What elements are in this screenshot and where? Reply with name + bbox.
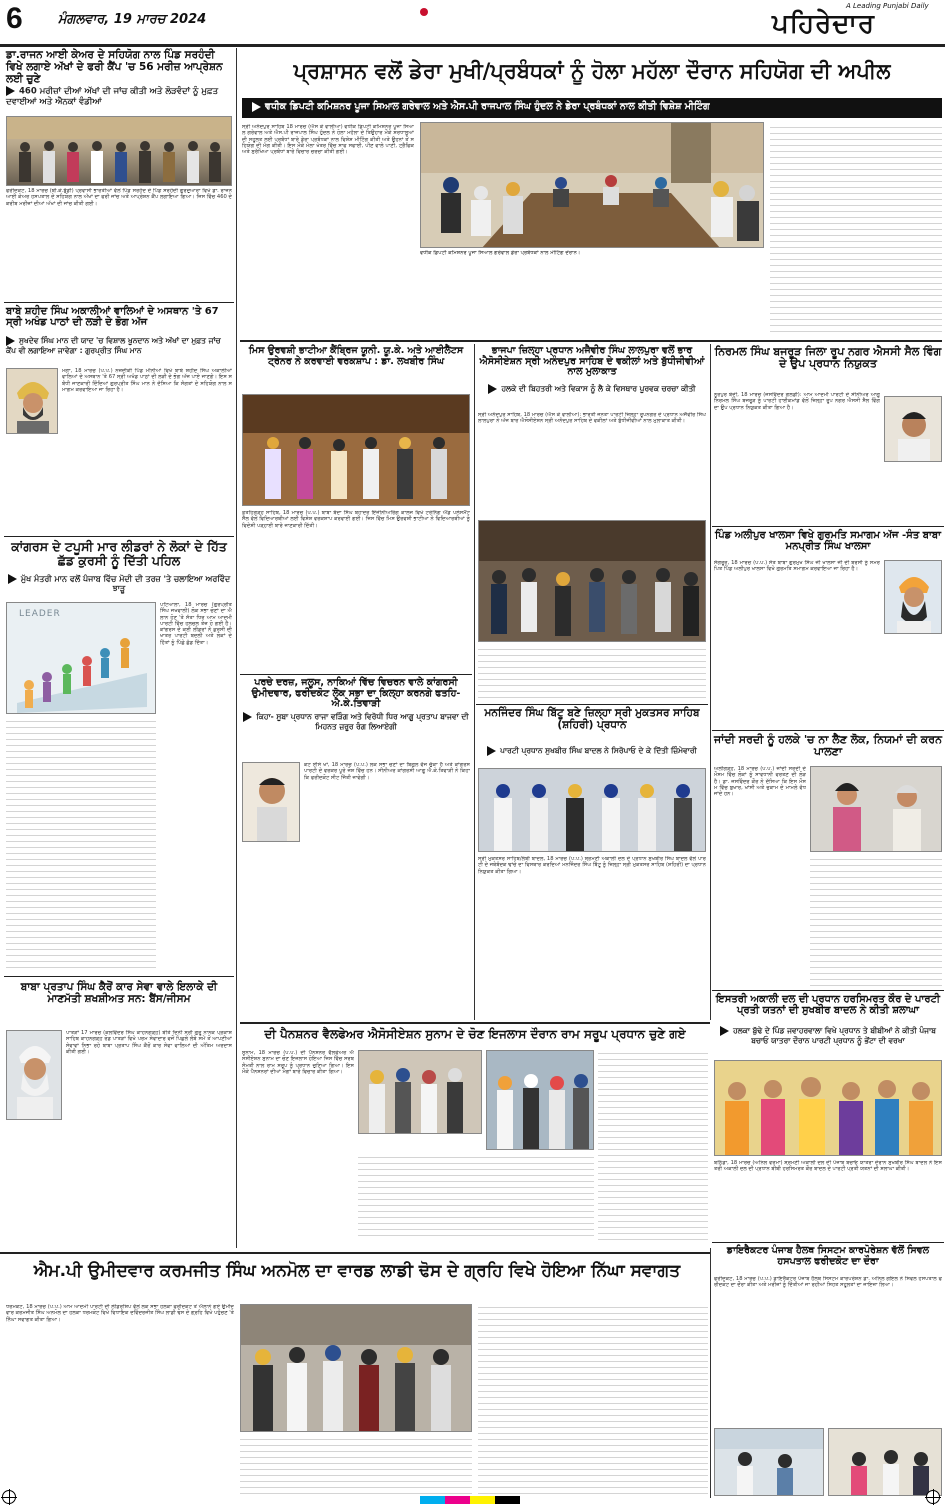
rape-case-subhead-text: ਕਿਹਾ- ਸੂਬਾ ਪ੍ਰਧਾਨ ਰਾਜਾ ਵੜਿੰਗ ਅਤੇ ਵਿਰੋਧੀ ਧਿਰ ਆਗੂ ਪ੍ਰਤਾਪ ਬਾਜਵਾ ਦੀ ਮਿਹਨਤ ਜ਼ਰੂਰ ਰੰਗ ਲਿਆਏਗੀ	[256, 712, 469, 731]
arrow-icon	[488, 384, 497, 394]
baba-partap-portrait	[6, 1030, 62, 1120]
eye-camp-body: ਫਰੀਦਕੋਟ, 18 ਮਾਰਚ (ਬੀ.ਕੇ.ਬੁੱਡੀ) ਪ੍ਰਵਾਸੀ ਭਾਰਤੀਆਂ ਵੱਲੋਂ ਪਿੰਡ ਸਰਹੰਦ ਦੇ ਪਿੰਡ ਸਰਹੰਦੀ ਗੁਰਦੁਆਰਾ ਵਿਖੇ ਡਾ. ਰਾਜਨ ਆਈ ਕੇਅਰ ਹਸਪਤਾਲ ਦੇ ਸਹਿਯੋਗ ਨਾਲ ਅੱਖਾਂ ਦਾ ਫਰੀ ਜਾਂਚ ਅਤੇ ਆਪ੍ਰੇਸ਼ਨ ਕੈਂਪ ਲਗਾਇਆ ਗਿਆ। ਜਿਸ ਵਿੱਚ 460 ਦੇ ਕਰੀਬ ਮਰੀਜ਼ਾਂ ਦੀਆਂ ਅੱਖਾਂ ਦੀ ਜਾਂਚ ਕੀਤੀ ਗਈ।	[6, 188, 232, 207]
health-director-headline: ਡਾਇਰੈਕਟਰ ਪੰਜਾਬ ਹੈਲਥ ਸਿਸਟਮ ਕਾਰਪੋਰੇਸ਼ਨ ਵੱਲੋਂ ਸਿਵਲ ਹਸਪਤਾਲ ਫਰੀਦਕੋਟ ਦਾ ਦੌਰਾ	[726, 1245, 930, 1267]
baba-partap-headline: ਬਾਬਾ ਪ੍ਰਤਾਪ ਸਿੰਘ ਕੈਰੋਂ ਕਾਰ ਸੇਵਾ ਵਾਲੇ ਇਲਾਕੇ ਦੀ ਮਾਣਮੱਤੀ ਸ਼ਖਸ਼ੀਅਤ ਸਨ: ਬੈਂਸ/ਜੀਸਮ	[20, 981, 218, 1005]
masthead	[0, 0, 945, 42]
leader-illustration	[6, 602, 156, 714]
portrait-photo	[6, 368, 58, 434]
ousbrewiz-body: ਫ਼ਤਹਿਗੜ੍ਹ ਸਾਹਿਬ, 18 ਮਾਰਚ (ਪ.ਪ.) ਬਾਬਾ ਬੰਦਾ ਸਿੰਘ ਬਹਾਦਰ ਇੰਜੀਨੀਅਰਿੰਗ ਕਾਲਜ ਵਿਖੇ ਟਰੇਨਿੰਗ ਐਂਡ ਪਲੇਸਮੈਂਟ ਸੈੱਲ ਵੱਲੋਂ ਵਿਦਿਆਰਥੀਆਂ ਲਈ ਵਿਸ਼ੇਸ਼ ਵਰਕਸ਼ਾਪ ਕਰਵਾਈ ਗਈ। ਜਿਸ ਵਿੱਚ ਮਿਸ ਉਰਵਸ਼ੀ ਭਾਟੀਆ ਨੇ ਵਿਦਿਆਰਥੀਆਂ ਨੂੰ ਵਿਦੇਸ਼ੀ ਪੜ੍ਹਾਈ ਬਾਰੇ ਜਾਣਕਾਰੀ ਦਿੱਤੀ।	[242, 510, 470, 529]
gurmat-body: ਸੰਗਰੂਰ, 18 ਮਾਰਚ (ਪ.ਪ.) ਸੰਤ ਬਾਬਾ ਗੁਰਮੁਖ ਸਿੰਘ ਜੀ ਖਾਲਸਾ ਜੀ ਦੀ ਬਰਸੀ ਨੂੰ ਸਮਰਪਿਤ ਪਿੰਡ ਅਲੀਪੁਰ ਖਾਲਸਾ ਵਿਖੇ ਗੁਰਮਤਿ ਸਮਾਗਮ ਕਰਵਾਇਆ ਜਾ ਰਿਹਾ ਹੈ।	[714, 560, 880, 573]
arrow-icon	[243, 712, 252, 722]
baba-shaheed-subhead	[6, 336, 232, 355]
bjp-body: ਸ੍ਰੀ ਅਨੰਦਪੁਰ ਸਾਹਿਬ, 18 ਮਾਰਚ (ਐਸ ਕੇ ਵਾਲੀਆ): ਭਾਰਤੀ ਜਨਤਾ ਪਾਰਟੀ ਜ਼ਿਲ੍ਹਾ ਰੂਪਨਗਰ ਦੇ ਪ੍ਰਧਾਨ ਅਜੈਵੀਰ ਸਿੰਘ ਲਾਲਪੁਰਾ ਨੇ ਅੱਜ ਬਾਰ ਐਸੋਸੀਏਸ਼ਨ ਸ੍ਰੀ ਅਨੰਦਪੁਰ ਸਾਹਿਬ ਦੇ ਵਕੀਲਾਂ ਅਤੇ ਬੁੱਧੀਜੀਵੀਆਂ ਨਾਲ ਮੁਲਾਕਾਤ ਕੀਤੀ।	[478, 412, 706, 425]
bittu-headline: ਮਨਜਿੰਦਰ ਸਿੰਘ ਬਿੱਟੂ ਬਣੇ ਜ਼ਿਲ੍ਹਾ ਸ੍ਰੀ ਮੁਕਤਸਰ ਸਾਹਿਬ (ਸ਼ਹਿਰੀ) ਪ੍ਰਧਾਨ	[484, 707, 700, 731]
rape-case-headline: ਪਰਚੇ ਦਰਜ਼, ਜਲੂਸ, ਨਾਕਿਆਂ ਵਿੱਚ ਵਿਚਰਨ ਵਾਲੇ ਕਾਂਗਰਸੀ ਉਮੀਦਵਾਰ, ਫਰੀਦਕੋਟ ਲੋਕ ਸਭਾ ਦਾ ਕਿਲ੍ਹਾ ਕਰਨਗੇ ਫਤਹਿ-ਐ.ਕੇ.ਤਿਵਾੜੀ	[251, 677, 461, 710]
sardi-headline: ਜਾਂਦੀ ਸਰਦੀ ਨੂੰ ਹਲਕੇ 'ਚ ਨਾ ਲੈਣ ਲੋਕ, ਨਿਯਮਾਂ ਦੀ ਕਰਨ ਪਾਲਣਾ	[714, 733, 942, 759]
paper-logo: ਪਹਿਰੇਦਾਰ	[772, 9, 875, 39]
harsimrat-subhead-text: ਹਲਕਾ ਬੁੱਢੇ ਦੇ ਪਿੰਡ ਜਵਾਹਰਵਾਲਾ ਵਿਖੇ ਪ੍ਰਧਾਨ ਤੇ ਬੀਬੀਆਂ ਨੇ ਕੀਤੀ ਪੰਜਾਬ ਬਚਾਓ ਯਾਤਰਾ ਦੌਰਾਨ ਪਾਰਟੀ ਪ੍ਰਧਾਨ ਨੂੰ ਭੇਂਟਾ ਦੀ ਵਰਖਾ	[733, 1026, 936, 1045]
bjp-body-continued	[478, 646, 706, 702]
congress-subhead-text: ਮੁੱਖ ਮੰਤਰੀ ਮਾਨ ਵਲੋਂ ਪੰਜਾਬ ਵਿੱਚ ਮੋਦੀ ਦੀ ਤਰਜ਼ 'ਤੇ ਚਲਾਇਆ ਅਰਵਿੰਦ ਝਾੜੂ	[20, 574, 231, 594]
bittu-photo	[478, 768, 706, 852]
eye-camp-headline: ਡਾ.ਰਾਜਨ ਆਈ ਕੇਅਰ ਦੇ ਸਹਿਯੋਗ ਨਾਲ ਪਿੰਡ ਸਰਹੰਦੀ ਵਿਖੇ ਲਗਾਏ ਅੱਖਾਂ ਦੇ ਫਰੀ ਕੈਂਪ 'ਚ 56 ਮਰੀਜ਼ ਆਪ੍ਰੇਸ਼ਨ ਲਈ ਚੁਣੇ	[6, 49, 223, 85]
nirmal-body: ਨੂਰਪੁਰ ਬੇਦੀ, 18 ਮਾਰਚ (ਜਸਵਿੰਦਰ ਗੋਲਡੀ): ਆਮ ਆਦਮੀ ਪਾਰਟੀ ਦੇ ਸੀਨੀਅਰ ਆਗੂ ਨਿਰਮਲ ਸਿੰਘ ਬਜਰੂੜ ਨੂੰ ਪਾਰਟੀ ਹਾਈਕਮਾਂਡ ਵੱਲੋਂ ਜ਼ਿਲ੍ਹਾ ਰੂਪ ਨਗਰ ਐਸਸੀ ਸੈਲ ਵਿੰਗ ਦਾ ਉਪ ਪ੍ਰਧਾਨ ਨਿਯੁਕਤ ਕੀਤਾ ਗਿਆ ਹੈ।	[714, 392, 880, 411]
rape-case-body: ਕੋਟ ਈਸੇ ਖਾਂ, 18 ਮਾਰਚ (ਪ.ਪ.) ਲੋਕ ਸਭਾ ਚੋਣਾਂ ਦਾ ਬਿਗੁਲ ਵੱਜ ਚੁੱਕਾ ਹੈ ਅਤੇ ਕਾਂਗਰਸ ਪਾਰਟੀ ਦੇ ਵਰਕਰ ਪੂਰੇ ਜੋਸ਼ ਵਿੱਚ ਹਨ। ਸੀਨੀਅਰ ਕਾਂਗਰਸੀ ਆਗੂ ਐ.ਕੇ.ਤਿਵਾੜੀ ਨੇ ਕਿਹਾ ਕਿ ਫਰੀਦਕੋਟ ਸੀਟ ਜਿੱਤੀ ਜਾਵੇਗੀ।	[304, 762, 470, 781]
lead-meeting-photo	[420, 122, 764, 248]
congress-subhead	[6, 574, 232, 594]
arrow-icon	[8, 574, 17, 584]
masthead-tagline: A Leading Punjabi Daily	[846, 2, 929, 10]
bjp-subhead	[478, 384, 706, 394]
harsimrat-photo	[714, 1060, 942, 1156]
ousbrewiz-headline: ਮਿਸ ਉਰਵਸ਼ੀ ਭਾਟੀਆ ਕੈਂਬ੍ਰਿਜ ਯੂਨੀ. ਯੂ.ਕੇ. ਅਤੇ ਆਈਲੈੱਟਸ ਟ੍ਰੇਨਰ ਨੇ ਕਰਵਾਈ ਵਰਕਸ਼ਾਪ : ਡਾ. ਲਖਬੀਰ ਸਿੰਘ	[248, 345, 464, 367]
lead-headline: ਪ੍ਰਸ਼ਾਸਨ ਵਲੋਂ ਡੇਰਾ ਮੁਖੀ/ਪ੍ਰਬੰਧਕਾਂ ਨੂੰ ਹੋਲਾ ਮਹੱਲਾ ਦੌਰਾਨ ਸਹਿਯੋਗ ਦੀ ਅਪੀਲ	[293, 59, 891, 83]
lead-caption: ਵਧੀਕ ਡਿਪਟੀ ਕਮਿਸ਼ਨਰ ਪੂਜਾ ਸਿਆਲ ਗਰੇਵਾਲ ਡੇਰਾ ਪ੍ਰਬੰਧਕਾਂ ਨਾਲ ਮੀਟਿੰਗ ਦੌਰਾਨ।	[420, 250, 581, 256]
lead-subhead-banner	[242, 98, 942, 118]
nirmal-portrait	[884, 396, 942, 462]
bittu-subhead-text: ਪਾਰਟੀ ਪ੍ਰਧਾਨ ਸੁਖਬੀਰ ਸਿੰਘ ਬਾਦਲ ਨੇ ਸਿਰੋਪਾਓ ਦੇ ਕੇ ਦਿੱਤੀ ਜ਼ਿੰਮੇਵਾਰੀ	[500, 746, 697, 755]
baba-shaheed-headline: ਬਾਬੇ ਸ਼ਹੀਦ ਸਿੰਘ ਅਕਾਲੀਆਂ ਵਾਲਿਆਂ ਦੇ ਅਸਥਾਨ 'ਤੇ 67 ਸ੍ਰੀ ਅਖੰਡ ਪਾਠਾਂ ਦੀ ਲੜੀ ਦੇ ਭੋਗ ਅੱਜ	[6, 306, 219, 329]
bjp-subhead-text: ਹਲਕੇ ਦੀ ਬਿਹਤਰੀ ਅਤੇ ਵਿਕਾਸ ਨੂੰ ਲੈ ਕੇ ਵਿਸਥਾਰ ਪੂਰਵਕ ਚਰਚਾ ਕੀਤੀ	[501, 384, 696, 393]
pensioners-photo-2	[486, 1050, 594, 1150]
gurmat-portrait	[884, 560, 942, 634]
health-director-body: ਫਰੀਦਕੋਟ, 18 ਮਾਰਚ (ਪ.ਪ.) ਡਾਇਰੈਕਟਰ ਪੰਜਾਬ ਹੈਲਥ ਸਿਸਟਮ ਕਾਰਪੋਰੇਸ਼ਨ ਡਾ. ਅਨਿਲ ਗੋਇਲ ਨੇ ਸਿਵਲ ਹਸਪਤਾਲ ਫਰੀਦਕੋਟ ਦਾ ਦੌਰਾ ਕੀਤਾ ਅਤੇ ਮਰੀਜ਼ਾਂ ਨੂੰ ਦਿੱਤੀਆਂ ਜਾ ਰਹੀਆਂ ਸਿਹਤ ਸਹੂਲਤਾਂ ਦਾ ਜਾਇਜ਼ਾ ਲਿਆ।	[714, 1276, 942, 1289]
masthead-date: ਮੰਗਲਵਾਰ, 19 ਮਾਰਚ 2024	[58, 12, 207, 27]
sardi-body: ਅਲੀਗੜ੍ਹ, 18 ਮਾਰਚ (ਪ.ਪ.) ਜਾਂਦੀ ਸਰਦੀ ਦੇ ਮੌਸਮ ਵਿੱਚ ਲੋਕਾਂ ਨੂੰ ਸਾਵਧਾਨੀ ਵਰਤਣ ਦੀ ਲੋੜ ਹੈ। ਡਾ. ਜਸਵਿੰਦਰ ਕੌਰ ਨੇ ਦੱਸਿਆ ਕਿ ਇਸ ਮੌਸਮ ਵਿੱਚ ਬੁਖਾਰ, ਖਾਂਸੀ ਅਤੇ ਜ਼ੁਕਾਮ ਦੇ ਮਾਮਲੇ ਵੱਧ ਜਾਂਦੇ ਹਨ।	[714, 766, 806, 798]
rape-case-subhead	[242, 712, 470, 731]
pensioners-body-2	[598, 1050, 708, 1240]
congress-body: ਪਟਿਆਲਾ, 18 ਮਾਰਚ (ਗੁਰਪ੍ਰੀਤ ਸਿੰਘ ਜਖਵਾਲੀ) ਲੋਕ ਸਭਾ ਚੋਣਾਂ ਦਾ ਐਲਾਨ ਹੋਣ 'ਤੇ ਸੱਤਾ ਧਿਰ ਆਮ ਆਦਮੀ ਪਾਰਟੀ ਵਿੱਚ ਹਲਚਲ ਤੇਜ਼ ਹੋ ਗਈ ਹੈ। ਕਾਂਗਰਸ ਦੇ ਕਈ ਲੀਡਰਾਂ ਨੇ ਕੁਰਸੀ ਦੀ ਖਾਤਰ ਪਾਰਟੀ ਬਦਲੀ ਅਤੇ ਲੋਕਾਂ ਦੇ ਹਿੱਤਾਂ ਨੂੰ ਪਿੱਛੇ ਛੱਡ ਦਿੱਤਾ।	[160, 602, 232, 646]
karamjit-photo	[240, 1304, 472, 1432]
congress-headline: ਕਾਂਗਰਸ ਦੇ ਟਪੂਸੀ ਮਾਰ ਲੀਡਰਾਂ ਨੇ ਲੋਕਾਂ ਦੇ ਹਿੱਤ ਛੱਡ ਕੁਰਸੀ ਨੂੰ ਦਿੱਤੀ ਪਹਿਲ	[11, 539, 227, 568]
sardi-body-continued	[810, 856, 942, 986]
eye-camp-subhead	[6, 86, 232, 107]
health-director-photo-1	[714, 1428, 824, 1496]
pensioners-photo-1	[358, 1050, 482, 1134]
bjp-headline: ਭਾਜਪਾ ਜ਼ਿਲ੍ਹਾ ਪ੍ਰਧਾਨ ਅਜੈਵੀਰ ਸਿੰਘ ਲਾਲਪੁਰਾ ਵਲੋਂ ਭਾਰ ਐਸੋਸੀਏਸ਼ਨ ਸ੍ਰੀ ਅਨੰਦਪੁਰ ਸਾਹਿਬ ਦੇ ਵਕੀਲਾਂ ਅਤੇ ਬੁੱਧੀਜੀਵੀਆਂ ਨਾਲ ਮੁਲਾਕਾਤ	[479, 345, 705, 378]
lead-body-left: ਸ੍ਰੀ ਅਨੰਦਪੁਰ ਸਾਹਿਬ 18 ਮਾਰਚ (ਐਸ ਕੇ ਵਾਲੀਆ) ਵਧੀਕ ਡਿਪਟੀ ਕਮਿਸ਼ਨਰ ਪੂਜਾ ਸਿਆਲ ਗਰੇਵਾਲ ਅਤੇ ਐਸ.ਪੀ ਰਾਜਪਾਲ ਸਿੰਘ ਹੁੰਦਲ ਨੇ ਹੋਲਾ ਮਹੱਲਾ ਦੇ ਤਿਉਹਾਰ ਮੌਕੇ ਸ਼ਰਧਾਲੂਆਂ ਦੀ ਸਹੂਲਤ ਲਈ ਪ੍ਰਬੰਧਾਂ ਬਾਰੇ ਡੇਰਾ ਪ੍ਰਬੰਧਕਾਂ ਨਾਲ ਵਿਸ਼ੇਸ਼ ਮੀਟਿੰਗ ਕੀਤੀ ਅਤੇ ਉਹਨਾਂ ਤੋਂ ਸਹਿਯੋਗ ਦੀ ਮੰਗ ਕੀਤੀ। ਇਸ ਮੌਕੇ ਮੇਲਾ ਖੇਤਰ ਵਿੱਚ ਸਾਫ ਸਫਾਈ, ਪੀਣ ਵਾਲੇ ਪਾਣੀ, ਟ੍ਰੈਫਿਕ ਅਤੇ ਸੁਰੱਖਿਆ ਪ੍ਰਬੰਧਾਂ ਬਾਰੇ ਵਿਚਾਰ ਚਰਚਾ ਕੀਤੀ ਗਈ।	[242, 124, 414, 156]
nirmal-headline: ਨਿਰਮਲ ਸਿੰਘ ਬਜਰੂੜ ਜਿਲਾ ਰੂਪ ਨਗਰ ਐਸਸੀ ਸੈਲ ਵਿੰਗ ਦੇ ਉਪ ਪ੍ਰਧਾਨ ਨਿਯੁਕਤ	[714, 345, 942, 371]
arrow-icon	[487, 746, 496, 756]
karamjit-body-2	[240, 1436, 472, 1494]
baba-partap-body: ਪਾਤੜਾਂ 17 ਮਾਰਚ (ਕਲਵਿੰਦਰ ਸਿੰਘ ਕਾਹਨਗੜ੍ਹ) ਬੀਤੇ ਦਿਨੀ ਸ੍ਰੀ ਗੁਰੂ ਨਾਨਕ ਪ੍ਰਕਾਸ਼ ਸਾਹਿਬ ਕਾਹਨਗੜ੍ਹ ਰੋਡ ਪਾਤੜਾਂ ਵਿਖੇ ਪਰਮ ਸੇਵਾਦਾਰ ਵਜੋਂ ਪਿਛਲੇ ਲੰਬੇ ਸਮੇਂ ਤੋਂ ਆਪਣੀਆਂ ਸੇਵਾਵਾਂ ਨਿਭਾ ਰਹੇ ਬਾਬਾ ਪ੍ਰਤਾਪ ਸਿੰਘ ਕੈਰੋਂ ਕਾਰ ਸੇਵਾ ਵਾਲਿਆਂ ਦੀ ਅੰਤਿਮ ਅਰਦਾਸ ਕੀਤੀ ਗਈ।	[66, 1030, 232, 1055]
eye-camp-subhead-text: 460 ਮਰੀਜ਼ਾਂ ਦੀਆਂ ਅੱਖਾਂ ਦੀ ਜਾਂਚ ਕੀਤੀ ਅਤੇ ਲੋੜਵੰਦਾਂ ਨੂੰ ਮੁਫ਼ਤ ਦਵਾਈਆਂ ਅਤੇ ਐਨਕਾਂ ਵੰਡੀਆਂ	[6, 86, 219, 107]
harsimrat-subhead	[714, 1026, 942, 1045]
karamjit-headline: ਐਮ.ਪੀ ਉਮੀਦਵਾਰ ਕਰਮਜੀਤ ਸਿੰਘ ਅਨਮੋਲ ਦਾ ਵਾਰਡ ਲਾਡੀ ਢੋਸ ਦੇ ਗ੍ਰਹਿ ਵਿਖੇ ਹੋਇਆ ਨਿੱਘਾ ਸਵਾਗਤ	[33, 1261, 681, 1281]
sardi-photo	[810, 766, 942, 852]
pensioners-body-3	[358, 1154, 594, 1240]
arrow-icon	[6, 86, 15, 96]
harsimrat-body: ਬਠਿੰਡਾ, 18 ਮਾਰਚ (ਅਨਿਲ ਵਰਮਾ) ਸ਼੍ਰੋਮਣੀ ਅਕਾਲੀ ਦਲ ਦੀ ਪੰਜਾਬ ਬਚਾਓ ਯਾਤਰਾ ਦੌਰਾਨ ਸੁਖਬੀਰ ਸਿੰਘ ਬਾਦਲ ਨੇ ਇਸਤਰੀ ਅਕਾਲੀ ਦਲ ਦੀ ਪ੍ਰਧਾਨ ਬੀਬੀ ਹਰਸਿਮਰਤ ਕੌਰ ਬਾਦਲ ਦੇ ਪਾਰਟੀ ਪ੍ਰਤੀ ਯਤਨਾਂ ਦੀ ਸ਼ਲਾਘਾ ਕੀਤੀ।	[714, 1160, 942, 1173]
registration-mark-icon	[2, 1490, 16, 1504]
karamjit-body-1: ਧਰਮਕੋਟ, 18 ਮਾਰਚ (ਪ.ਪ.) ਆਮ ਆਦਮੀ ਪਾਰਟੀ ਦੀ ਲੀਡਰਸ਼ਿਪ ਵੱਲੋਂ ਲੋਕ ਸਭਾ ਹਲਕਾ ਫਰੀਦਕੋਟ ਤੋਂ ਐਲਾਨੇ ਗਏ ਉਮੀਦਵਾਰ ਕਰਮਜੀਤ ਸਿੰਘ ਅਨਮੋਲ ਦਾ ਹਲਕਾ ਧਰਮਕੋਟ ਵਿਖੇ ਵਿਧਾਇਕ ਦਵਿੰਦਰਜੀਤ ਸਿੰਘ ਲਾਡੀ ਢੋਸ ਦੇ ਗ੍ਰਹਿ ਵਿਖੇ ਪਹੁੰਚਣ 'ਤੇ ਨਿੱਘਾ ਸਵਾਗਤ ਕੀਤਾ ਗਿਆ।	[6, 1304, 234, 1323]
arrow-icon	[6, 336, 15, 346]
bjp-meeting-photo	[478, 520, 706, 642]
workshop-photo	[242, 394, 470, 506]
color-bar	[420, 1496, 520, 1504]
bittu-subhead	[478, 746, 706, 756]
page-number: 6	[6, 2, 23, 35]
tiwari-portrait	[242, 762, 300, 842]
leader-label: LEADER	[19, 609, 61, 619]
arrow-icon	[720, 1026, 729, 1036]
pensioners-body-1: ਸੁਨਾਮ, 18 ਮਾਰਚ (ਪ.ਪ.) ਦੀ ਪੈਨਸ਼ਨਰ ਵੈਲਫੇਅਰ ਐਸੋਸੀਏਸ਼ਨ ਸੁਨਾਮ ਦਾ ਚੋਣ ਇਜਲਾਸ ਹੋਇਆ ਜਿਸ ਵਿੱਚ ਸਰਬਸੰਮਤੀ ਨਾਲ ਰਾਮ ਸਰੂਪ ਨੂੰ ਪ੍ਰਧਾਨ ਚੁਣਿਆ ਗਿਆ। ਇਸ ਮੌਕੇ ਪੈਨਸ਼ਨਰਾਂ ਦੀਆਂ ਮੰਗਾਂ ਬਾਰੇ ਵਿਚਾਰ ਕੀਤਾ ਗਿਆ।	[242, 1050, 354, 1075]
arrow-icon	[252, 102, 261, 112]
health-director-photo-2	[828, 1428, 942, 1496]
congress-body-continued	[6, 718, 156, 972]
karamjit-body-3	[478, 1304, 708, 1494]
lead-body-right	[770, 124, 942, 336]
baba-shaheed-subhead-text: ਸੁਖਦੇਵ ਸਿੰਘ ਮਾਨ ਦੀ ਯਾਦ 'ਚ ਵਿਸ਼ਾਲ ਖੂਨਦਾਨ ਅਤੇ ਅੱਖਾਂ ਦਾ ਮੁਫ਼ਤ ਜਾਂਚ ਕੈਂਪ ਵੀ ਲਗਾਇਆ ਜਾਵੇਗਾ : ਗੁਰਪ੍ਰੀਤ ਸਿੰਘ ਮਾਨ	[6, 336, 221, 355]
registration-mark-icon	[926, 1490, 940, 1504]
harsimrat-headline: ਇਸਤਰੀ ਅਕਾਲੀ ਦਲ ਦੀ ਪ੍ਰਧਾਨ ਹਰਸਿਮਰਤ ਕੌਰ ਦੇ ਪਾਰਟੀ ਪ੍ਰਤੀ ਯਤਨਾਂ ਦੀ ਸੁਖਬੀਰ ਬਾਦਲ ਨੇ ਕੀਤੀ ਸ਼ਲਾਘਾ	[716, 994, 940, 1017]
bittu-body: ਸ੍ਰੀ ਮੁਕਤਸਰ ਸਾਹਿਬ/ਲੰਬੀ ਬਾਦਲ, 18 ਮਾਰਚ (ਪ.ਪ.) ਸ਼੍ਰੋਮਣੀ ਅਕਾਲੀ ਦਲ ਦੇ ਪ੍ਰਧਾਨ ਸੁਖਬੀਰ ਸਿੰਘ ਬਾਦਲ ਵੱਲੋਂ ਪਾਰਟੀ ਦੇ ਜਥੇਬੰਦਕ ਢਾਂਚੇ ਦਾ ਵਿਸਥਾਰ ਕਰਦਿਆਂ ਮਨਜਿੰਦਰ ਸਿੰਘ ਬਿੱਟੂ ਨੂੰ ਜ਼ਿਲ੍ਹਾ ਸ੍ਰੀ ਮੁਕਤਸਰ ਸਾਹਿਬ (ਸ਼ਹਿਰੀ) ਦਾ ਪ੍ਰਧਾਨ ਨਿਯੁਕਤ ਕੀਤਾ ਗਿਆ।	[478, 856, 706, 875]
pensioners-headline: ਦੀ ਪੈਨਸ਼ਨਰ ਵੈਲਫੇਅਰ ਐਸੋਸੀਏਸ਼ਨ ਸੁਨਾਮ ਦੇ ਚੋਣ ਇਜਲਾਸ ਦੌਰਾਨ ਰਾਮ ਸਰੂਪ ਪ੍ਰਧਾਨ ਚੁਣੇ ਗਏ	[264, 1027, 686, 1041]
baba-shaheed-body: ਮੋਗਾ, 18 ਮਾਰਚ (ਪ.ਪ.) ਨਜ਼ਦੀਕੀ ਪਿੰਡ ਮੀਨੀਆਂ ਵਿਖੇ ਬਾਬੇ ਸ਼ਹੀਦ ਸਿੰਘ ਅਕਾਲੀਆਂ ਵਾਲਿਆਂ ਦੇ ਅਸਥਾਨ 'ਤੇ 67 ਸ੍ਰੀ ਅਖੰਡ ਪਾਠਾਂ ਦੀ ਲੜੀ ਦੇ ਭੋਗ ਅੱਜ ਪਾਏ ਜਾਣਗੇ। ਇਸ ਸਬੰਧੀ ਜਾਣਕਾਰੀ ਦਿੰਦਿਆਂ ਗੁਰਪ੍ਰੀਤ ਸਿੰਘ ਮਾਨ ਨੇ ਦੱਸਿਆ ਕਿ ਸੰਗਤਾਂ ਦੇ ਸਹਿਯੋਗ ਨਾਲ ਸਮਾਗਮ ਕਰਵਾਇਆ ਜਾ ਰਿਹਾ ਹੈ।	[62, 368, 232, 393]
lead-subhead-text: ਵਧੀਕ ਡਿਪਟੀ ਕਮਿਸ਼ਨਰ ਪੂਜਾ ਸਿਆਲ ਗਰੇਵਾਲ ਅਤੇ ਐਸ.ਪੀ ਰਾਜਪਾਲ ਸਿੰਘ ਹੁੰਦਲ ਨੇ ਡੇਰਾ ਪ੍ਰਬੰਧਕਾਂ ਨਾਲ ਕੀਤੀ ਵਿਸ਼ੇਸ਼ ਮੀਟਿੰਗ	[265, 101, 710, 112]
eye-camp-photo	[6, 116, 232, 186]
gurmat-headline: ਪਿੰਡ ਅਲੀਪੁਰ ਖਾਲਸਾ ਵਿਖੇ ਗੁਰਮਤਿ ਸਮਾਗਮ ਅੱਜ -ਸੰਤ ਬਾਬਾ ਮਨਪ੍ਰੀਤ ਸਿੰਘ ਖਾਲਸਾ	[715, 530, 941, 553]
